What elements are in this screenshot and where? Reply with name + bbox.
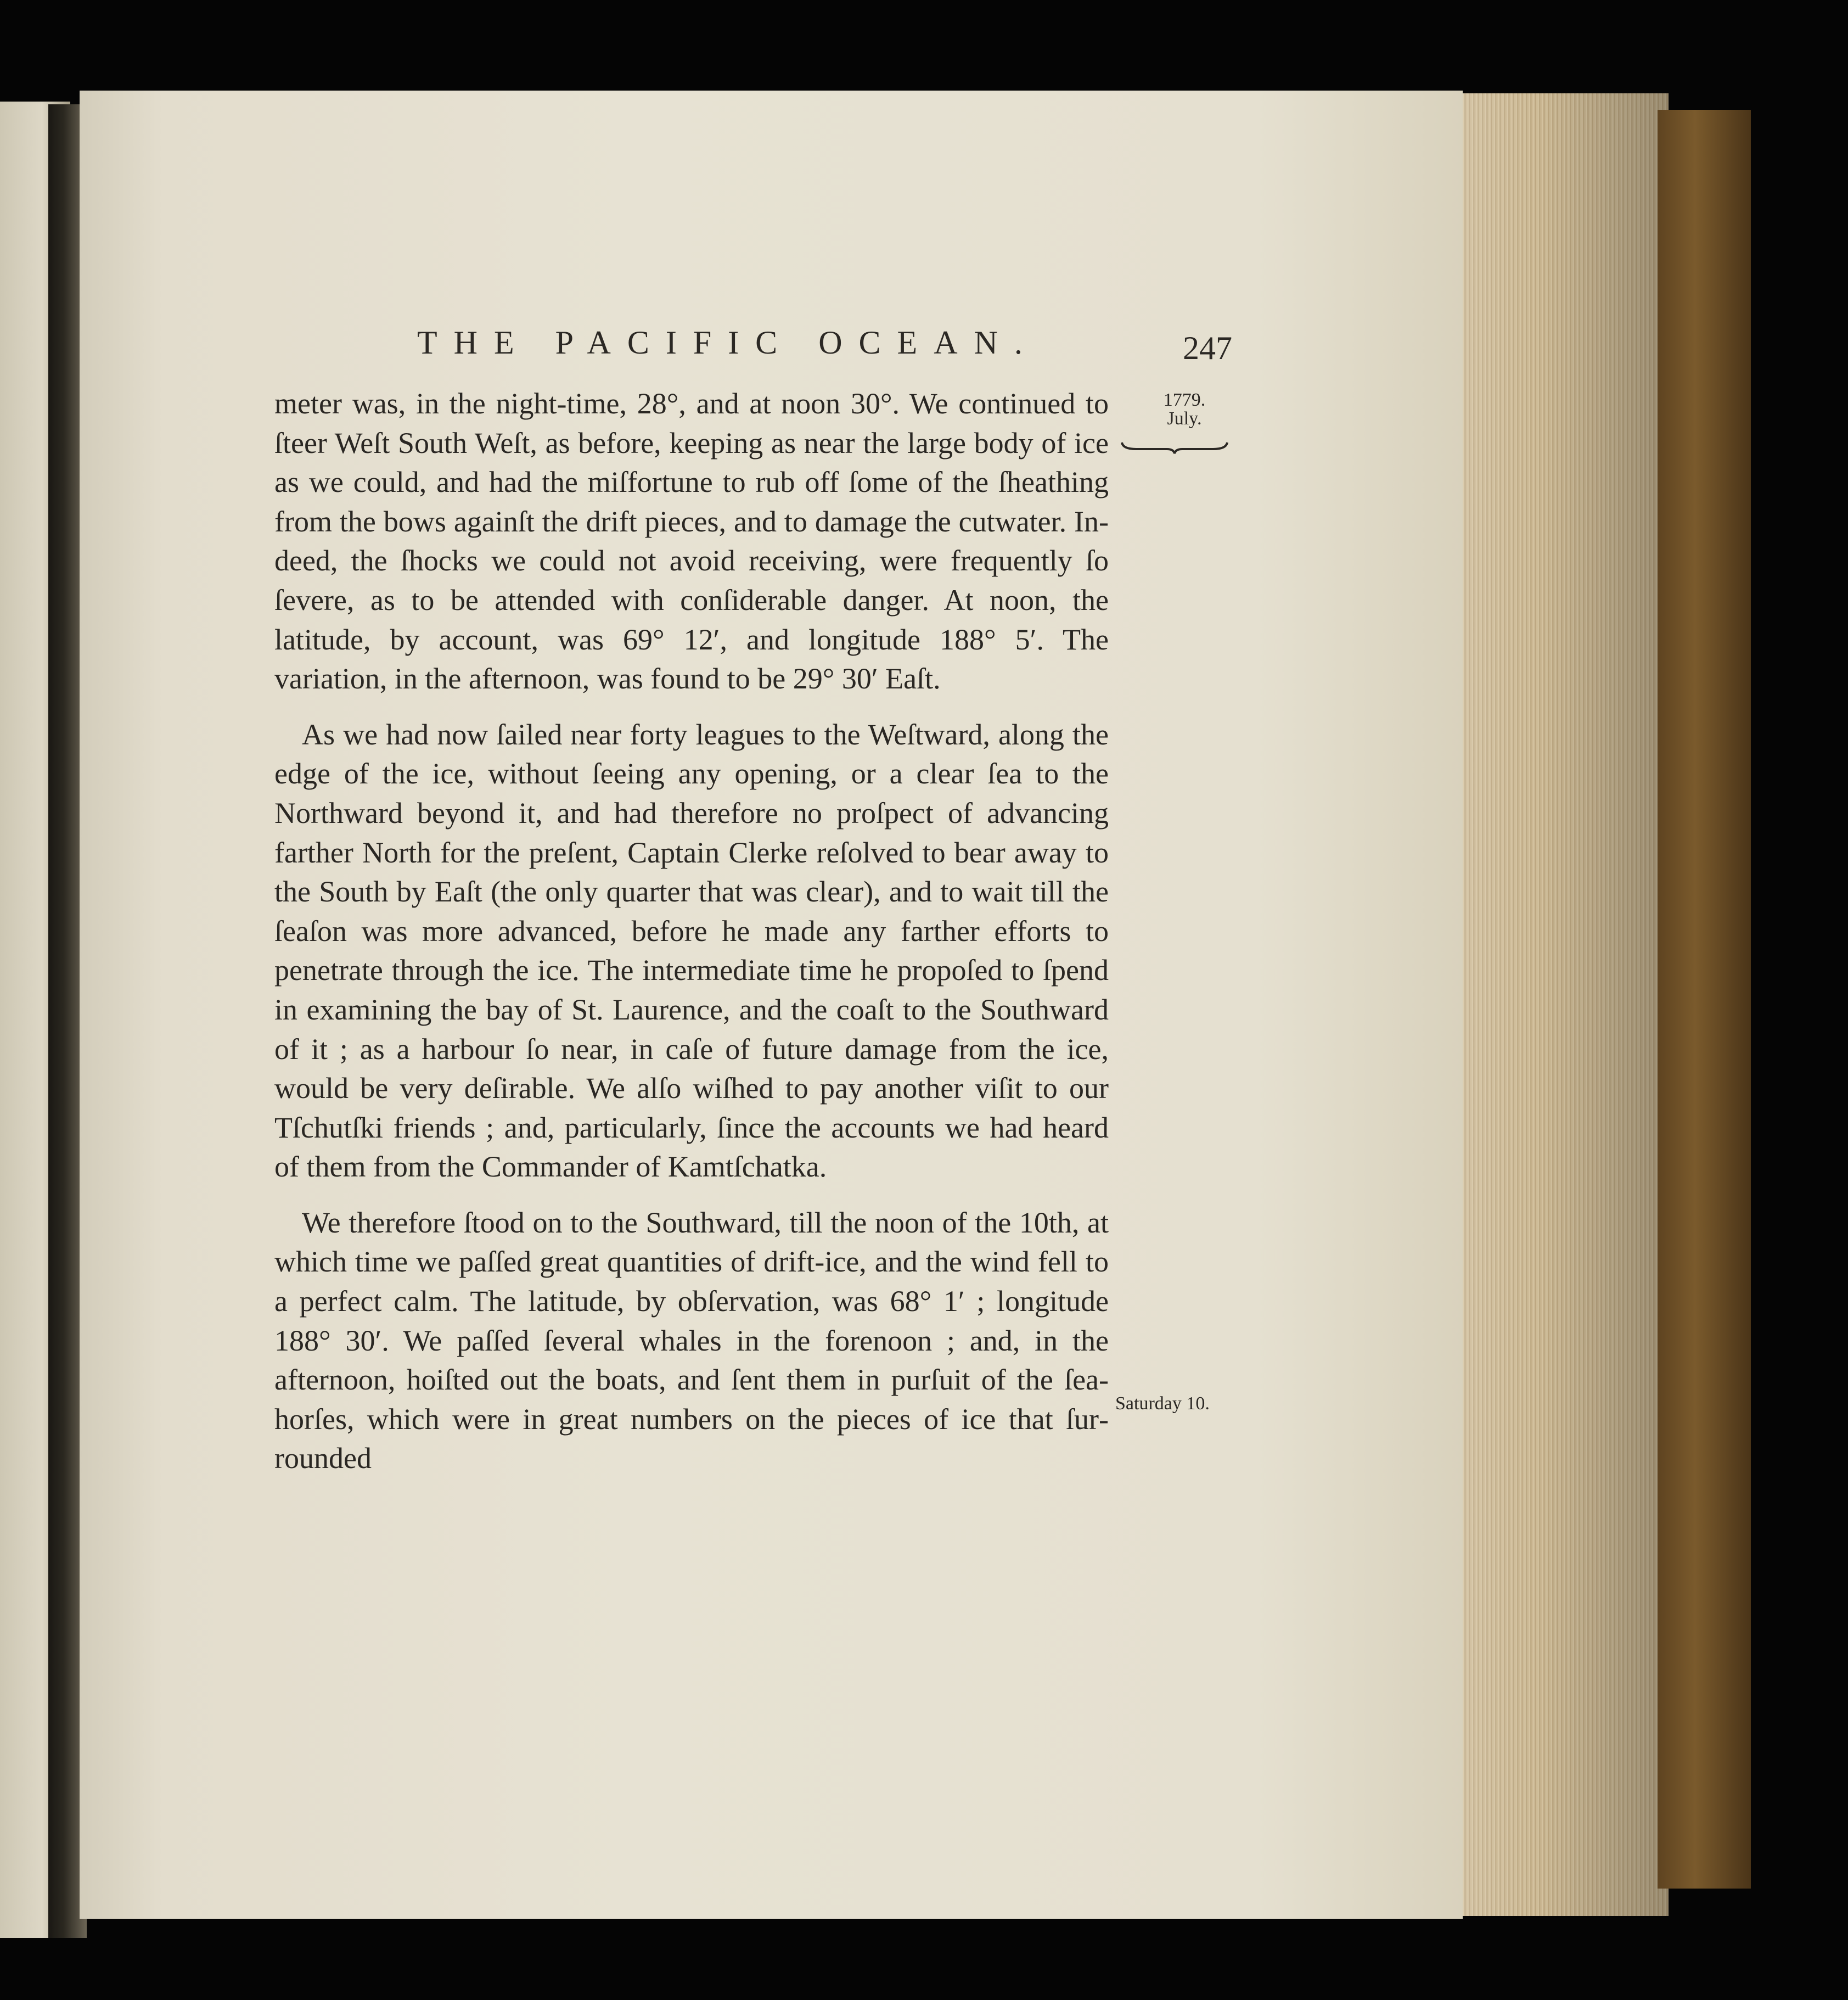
margin-month: July.	[1167, 408, 1202, 429]
margin-day-note: Saturday 10.	[1115, 1393, 1210, 1414]
paragraph-3: We therefore ſtood on to the Southward, till the noon of the 10th, at which time we paſſed great quantities of drift-ice, and the wind fell to a perfect calm. The latitude, by obſervation, was 68° 1′ ; longitude 188° 30′. We paſſed ſeveral whales in the forenoon ; and, in the afternoon, hoiſted out the boats, and ſent them in purſuit of the ſea-horſes, which were in great numbers on the pieces of ice that ſurrounded	[274, 1206, 1109, 1475]
paragraph-1: meter was, in the night-time, 28°, and at noon 30°. We continued to ſteer Weſt South Weſt, as before, keeping as near the large body of ice as we could, and had the miſfortune to rub off ſome of the ſheathing from the bows againſt the drift pieces, and to damage the cutwater. Indeed, the ſhocks we could not avoid receiving, were frequently ſo ſevere, as to be attended with conſiderable danger. At noon, the latitude, by account, was 69° 12′, and longitude 188° 5′. The variation, in the afternoon, was found to be 29° 30′ Eaſt.	[274, 387, 1109, 696]
margin-brace	[1120, 439, 1229, 455]
running-header: THE PACIFIC OCEAN.	[417, 324, 1039, 361]
margin-date	[1135, 391, 1234, 428]
book-cover	[1658, 110, 1751, 1889]
body-text	[274, 384, 1109, 1495]
margin-year: 1779.	[1163, 390, 1206, 410]
page-number: 247	[1183, 330, 1232, 366]
paragraph-2: As we had now ſailed near forty leagues to the Weſtward, along the edge of the ice, without ſeeing any opening, or a clear ſea to the Northward beyond it, and had therefore no proſpect of advancing farther North for the preſent, Captain Clerke reſolved to bear away to the South by Eaſt (the only quarter that was clear), and to wait till the ſeaſon was more advanced, before he made any farther efforts to penetrate through the ice. The intermediate time he propoſed to ſpend in examining the bay of St. Laurence, and the coaſt to the Southward of it ; as a harbour ſo near, in caſe of future damage from the ice, would be very deſirable. We alſo wiſhed to pay another viſit to our Tſchutſki friends ; and, particularly, ſince the accounts we had heard of them from the Commander of Kamtſchatka.	[274, 718, 1109, 1184]
